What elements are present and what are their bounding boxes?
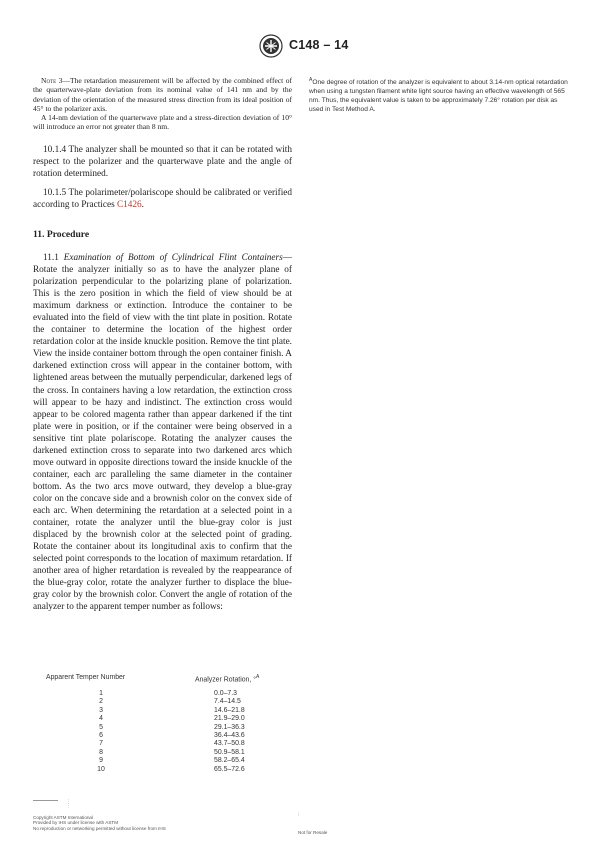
table-row (33, 766, 292, 775)
table-header-rotation-sup: A (255, 674, 260, 680)
temper-number: 6 (99, 732, 103, 739)
paragraph-10-1-5-text: 10.1.5 The polarimeter/polariscope should be calibrated or verified according to Practices (33, 187, 292, 210)
table-row (33, 732, 292, 741)
table-row (33, 707, 292, 716)
table-row (33, 724, 292, 733)
copyright-block (33, 815, 166, 831)
paragraph-11-1-title: Examination of Bottom of Cylindrical Flint Containers (63, 253, 283, 264)
temper-number: 3 (99, 706, 103, 714)
note-text-1: —The retardation measurement will be affected by the combined effect of the quarterwave-plate deviation from its nominal value of 141 nm and by the deviation of the orientation of the measured stress direction from its ideal position of 45° to the polarizer axis. (33, 76, 292, 113)
temper-number: 5 (99, 723, 103, 731)
table-row (33, 715, 292, 724)
table-row (33, 690, 292, 699)
table-row (33, 749, 292, 758)
note-3 (33, 76, 292, 132)
rotation-range: 21.9–29.0 (214, 715, 245, 723)
temper-number: 10 (97, 765, 105, 773)
table-row (33, 698, 292, 707)
footnote-a-text: One degree of rotation of the analyzer is equivalent to about 3.14-nm optical retardation when using a tungsten filament white light source having an effective wavelength of 565 nm. Thus, the equivalent value is taken to be approximately 7.26° rotation per disk as used in Test Method A. (309, 79, 568, 113)
footer-mark: ; (298, 812, 300, 817)
rotation-range: 7.4–14.5 (214, 698, 241, 706)
footer-rule (33, 800, 58, 801)
table-header-rotation (195, 674, 259, 683)
table-row (33, 740, 292, 749)
c1426-link[interactable]: C1426 (117, 199, 142, 210)
copyright-line-3: No reproduction or networking permitted without license from IHS (33, 825, 166, 831)
temper-table (33, 674, 292, 774)
note-label: Note (41, 76, 57, 85)
paragraph-11-1 (33, 252, 292, 613)
left-column (33, 76, 292, 613)
rotation-range: 50.9–58.1 (214, 748, 245, 756)
not-for-resale: Not for Resale (298, 830, 328, 835)
paragraph-10-1-5-end: . (141, 199, 144, 210)
copyright-line-1: Copyright ASTM International (33, 815, 94, 820)
rotation-range: 43.7–50.8 (214, 740, 245, 748)
rotation-range: 14.6–21.8 (214, 706, 245, 714)
table-header-rotation-text: Analyzer Rotation, ° (195, 676, 256, 684)
paragraph-10-1-4: 10.1.4 The analyzer shall be mounted so that it can be rotated with respect to the polarizer and the quarterwave plate and the angle of rotation determined. (33, 144, 292, 179)
rotation-range: 65.5–72.6 (214, 765, 245, 773)
footer-dots: ⋮ ⋮ (66, 800, 71, 809)
footnote-a-mark: A (309, 77, 313, 83)
temper-number: 8 (99, 748, 103, 756)
paragraph-10-1-5 (33, 187, 292, 211)
rotation-range: 29.1–36.3 (214, 723, 245, 731)
astm-logo-icon (259, 34, 283, 58)
document-id: C148 – 14 (289, 38, 349, 52)
rotation-range: 36.4–43.6 (214, 732, 245, 739)
table-header-temper: Apparent Temper Number (46, 674, 126, 681)
page-header (0, 34, 600, 60)
footnote-a (309, 76, 568, 114)
rotation-range: 58.2–65.4 (214, 757, 245, 765)
temper-number: 1 (99, 690, 103, 697)
note-text-2: A 14-nm deviation of the quarterwave plate and a stress-direction deviation of 10° will introduce an error not greater than 8 nm. (33, 113, 292, 132)
temper-number: 9 (99, 757, 103, 765)
paragraph-11-1-number: 11.1 (43, 253, 64, 264)
section-11-heading: 11. Procedure (33, 229, 90, 241)
note-number: 3 (58, 76, 63, 85)
copyright-line-2: Provided by IHS under license with ASTM (33, 820, 119, 826)
paragraph-11-1-body: —Rotate the analyzer initially so as to have the analyzer plane of polarization perpendicular to the polarizing plane of polarization. This is the zero position in which the field of view should be at maximum darkness or extinction. Introduce the container to be evaluated into the field of view with the tint plate in position. Rotate the container to determine the location of the highest order retardation color at the inside knuckle position. Remove the tint plate. View the inside container bottom through the open container finish. A darkened extinction cross will appear in the container bottom, with lightened areas between the mutually perpendicular, darkened legs of the cross. In containers having a low retardation, the extinction cross will appear to be hazy and indistinct. The extinction cross would appear to be colored magenta rather than appear darkened if the tint plate were in position, or if the container were being observed in a sensitive tint plate polariscope. Rotating the analyzer causes the darkened extinction cross to separate into two darkened arcs which move outward in opposite directions toward the inside knuckle of the container, each arc paralleling the same diameter in the container bottom. As the two arcs move outward, they develop a blue-gray color on the concave side and a brownish color on the convex side of each arc. When determining the retardation at a selected point in a container, rotate the analyzer until the blue-gray color is just displaced by the brownish color at the selected point of grading. Rotate the container about its longitudinal axis to confirm that the selected point corresponds to the location of maximum retardation. If another area of higher retardation is revealed by the reappearance of the blue-gray color, rotate the analyzer further to displace the blue-gray color by the brownish color. Convert the angle of rotation of the analyzer to the apparent temper number as follows: (33, 253, 292, 613)
temper-number: 4 (99, 715, 103, 723)
temper-number: 7 (99, 740, 103, 748)
right-column (309, 76, 568, 114)
table-row (33, 757, 292, 766)
temper-number: 2 (99, 698, 103, 706)
rotation-range: 0.0–7.3 (214, 690, 237, 697)
